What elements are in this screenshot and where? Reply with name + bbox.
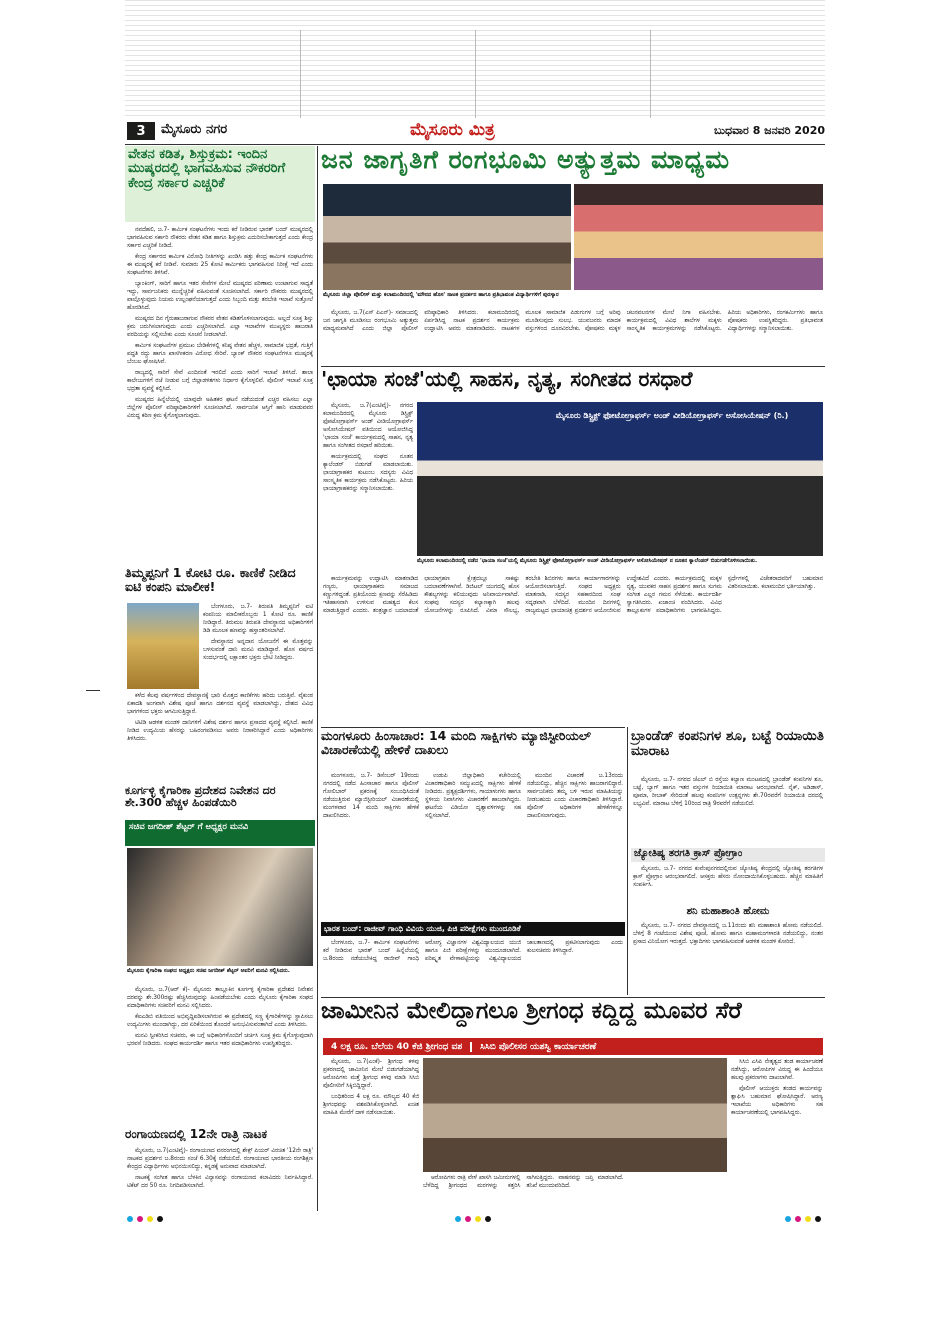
chhaya-story-head (321, 368, 825, 400)
coorg-caption: ಮೈಸೂರು ಕೈಗಾರಿಕಾ ಸಂಘದ ಅಧ್ಯಕ್ಷರು ಸಚಿವ ಜಗದೀಶ್ ಶೆಟ್ಟರ್ ಅವರಿಗೆ ಮನವಿ ಸಲ್ಲಿಸಿದರು. (127, 968, 290, 974)
rangayana-story-head (125, 1128, 315, 1144)
chhaya-caption: ಮೈಸೂರು ಕಲಾಮಂದಿರದಲ್ಲಿ ನಡೆದ 'ಛಾಯಾ ಸಂಜೆ'ಯಲ್ಲಿ ಮೈಸೂರು ಡಿಸ್ಟ್ರಿಕ್ಟ್ ಫೋಟೋಗ್ರಾಫರ್ಸ್ ಅಂಡ್ ವೀಡಿಯೋಗ್ರಾಫರ್ಸ್ ಅಸೋಸಿಯೇಷನ್ ನ ನೂತನ ಕ್ಯಾಲೆಂಡರ್ ಬಿಡುಗಡೆಗೊಳಿಸಲಾಯಿತು. (417, 558, 758, 564)
coorg-headline: ಕೂರ್ಗಳ್ಳಿ ಕೈಗಾರಿಕಾ ಪ್ರದೇಶದ ನಿವೇಶನ ದರ ಶೇ.300 ಹೆಚ್ಚಳ ಹಿಂಪಡೆಯಿರಿ (125, 784, 276, 810)
sandal-body-right: ಸಿಸಿಬಿ ಎಸಿಪಿ ನೇತೃತ್ವದ ತಂಡ ಕಾರ್ಯಾಚರಣೆ ನಡೆಸಿದ್ದು, ಆರೋಪಿಗಳ ವಿರುದ್ಧ ಈ ಹಿಂದೆಯೂ ಹಲವು ಪ್ರಕರಣಗಳು ದಾಖಲಾಗಿವೆ. ಪೊಲೀಸ್ ಆಯುಕ್ತರು ತಂಡದ ಕಾರ್ಯವನ್ನು ಶ್ಲಾಘಿಸಿ ಬಹುಮಾನ ಘೋಷಿಸಿದ್ದಾರೆ. ಅರಣ್ಯ ಇಲಾಖೆಯ ಅಧಿಕಾರಿಗಳು ಸಹ ಕಾರ್ಯಾಚರಣೆಯಲ್ಲಿ ಭಾಗವಹಿಸಿದ್ದರು. (731, 1059, 823, 1116)
astro-body: ಮೈಸೂರು, ಜ.7- ನಗರದ ಕುವೆಂಪುನಗರದಲ್ಲಿರುವ ಜ್ಯೋತಿಷ್ಯ ಕೇಂದ್ರದಲ್ಲಿ ಜ್ಯೋತಿಷ್ಯ ತರಗತಿಗಳ ಕ್ರಾಸ್ ಪ್ರೋಗ್ರಾಂ ಆರಂಭವಾಗಲಿದೆ. ಆಸಕ್ತರು ಹೆಸರು ನೋಂದಾಯಿಸಿಕೊಳ್ಳಬಹುದು. ಹೆಚ್ಚಿನ ಮಾಹಿತಿಗೆ ಸಂಪರ್ಕಿಸಿ. (633, 866, 823, 888)
mangaluru-body: ಮಂಗಳೂರು, ಜ.7- ಡಿಸೆಂಬರ್ 19ರಂದು ನಗರದಲ್ಲಿ ನಡೆದ ಹಿಂಸಾಚಾರ ಹಾಗೂ ಪೊಲೀಸ್ ಗೋಲಿಬಾರ್ ಪ್ರಕರಣಕ್ಕೆ ಸಂಬಂಧಿಸಿದಂತೆ ನಡೆಯುತ್ತಿರುವ ಮ್ಯಾಜಿಸ್ಟೀರಿಯಲ್ ವಿಚಾರಣೆಯಲ್ಲಿ ಮಂಗಳವಾರ 14 ಮಂದಿ ಸಾಕ್ಷಿಗಳು ಹೇಳಿಕೆ ದಾಖಲಿಸಿದರು. ಉಡುಪಿ ಜಿಲ್ಲಾಧಿಕಾರಿ ಕಚೇರಿಯಲ್ಲಿ ವಿಚಾರಣಾಧಿಕಾರಿ ಸಮ್ಮುಖದಲ್ಲಿ ಸಾಕ್ಷಿಗಳು ಹೇಳಿಕೆ ನೀಡಿದರು. ಪ್ರತ್ಯಕ್ಷದರ್ಶಿಗಳು, ಗಾಯಾಳುಗಳು ಹಾಗೂ ಸ್ಥಳೀಯ ನಿವಾಸಿಗಳು ವಿಚಾರಣೆಗೆ ಹಾಜರಾಗಿದ್ದರು. ಘಟನೆಯ ವಿಡಿಯೋ ದೃಶ್ಯಾವಳಿಗಳನ್ನು ಸಹ ಸಲ್ಲಿಸಲಾಗಿದೆ. ಮುಂದಿನ ವಿಚಾರಣೆ ಜ.13ರಂದು ನಡೆಯಲಿದ್ದು, ಹೆಚ್ಚಿನ ಸಾಕ್ಷಿಗಳು ಹಾಜರಾಗಲಿದ್ದಾರೆ. ಸಾರ್ವಜನಿಕರು ತಮ್ಮ ಬಳಿ ಇರುವ ಮಾಹಿತಿಯನ್ನು ನೀಡಬಹುದು ಎಂದು ವಿಚಾರಣಾಧಿಕಾರಿ ತಿಳಿಸಿದ್ದಾರೆ. ಪೊಲೀಸ್ ಅಧಿಕಾರಿಗಳ ಹೇಳಿಕೆಗಳನ್ನೂ ದಾಖಲಿಸಲಾಗುವುದು. (323, 773, 623, 819)
sandal-photo (423, 1058, 727, 1172)
chhaya-body-main: ಕಾರ್ಯಕ್ರಮವನ್ನು ಉದ್ಘಾಟಿಸಿ ಮಾತನಾಡಿದ ಗಣ್ಯರು, ಛಾಯಾಗ್ರಾಹಕರು ಸಮಾಜದ ಕಣ್ಣುಗಳಿದ್ದಂತೆ. ಪ್ರತಿಯೊಂದು ಕ್ಷಣವನ್ನು ಸೆರೆಹಿಡಿದು ಇತಿಹಾಸವಾಗಿ ಉಳಿಸುವ ಮಹತ್ವದ ಕೆಲಸ ಮಾಡುತ್ತಿದ್ದಾರೆ ಎಂದರು. ತಂತ್ರಜ್ಞಾನ ಬದಲಾದಂತೆ ಛಾಯಾಗ್ರಹಣ ಕ್ಷೇತ್ರದಲ್ಲೂ ಸಾಕಷ್ಟು ಬದಲಾವಣೆಗಳಾಗಿವೆ. ಡಿಜಿಟಲ್ ಯುಗದಲ್ಲಿ ಹೊಸ ಕೌಶಲ್ಯಗಳನ್ನು ಕಲಿಯುವುದು ಅನಿವಾರ್ಯವಾಗಿದೆ. ಸಂಘವು ಸದಸ್ಯರ ಕಲ್ಯಾಣಕ್ಕಾಗಿ ಹಲವು ಯೋಜನೆಗಳನ್ನು ರೂಪಿಸಿದೆ. ವಿಮಾ ಸೌಲಭ್ಯ, ತರಬೇತಿ ಶಿಬಿರಗಳು ಹಾಗೂ ಕಾರ್ಯಾಗಾರಗಳನ್ನು ಆಯೋಜಿಸಲಾಗುತ್ತಿದೆ. ಸಂಘದ ಅಧ್ಯಕ್ಷರು ಮಾತನಾಡಿ, ಸದಸ್ಯರ ಸಹಕಾರದಿಂದ ಸಂಘ ಸದೃಢವಾಗಿ ಬೆಳೆದಿದೆ. ಮುಂದಿನ ದಿನಗಳಲ್ಲಿ ರಾಜ್ಯಮಟ್ಟದ ಛಾಯಾಚಿತ್ರ ಪ್ರದರ್ಶನ ಆಯೋಜಿಸುವ ಉದ್ದೇಶವಿದೆ ಎಂದರು. ಕಾರ್ಯಕ್ರಮದಲ್ಲಿ ಮಕ್ಕಳ ನೃತ್ಯ, ಯುವಕರ ಸಾಹಸ ಪ್ರದರ್ಶನ ಹಾಗೂ ಸುಗಮ ಸಂಗೀತ ಎಲ್ಲರ ಗಮನ ಸೆಳೆಯಿತು. ಕಾರ್ಯದರ್ಶಿ ಸ್ವಾಗತಿಸಿದರು. ಖಜಾಂಚಿ ವಂದಿಸಿದರು. ವಿವಿಧ ತಾಲ್ಲೂಕುಗಳ ಪದಾಧಿಕಾರಿಗಳು ಭಾಗವಹಿಸಿದ್ದರು. ಸ್ಪರ್ಧೆಗಳಲ್ಲಿ ವಿಜೇತರಾದವರಿಗೆ ಬಹುಮಾನ ವಿತರಿಸಲಾಯಿತು. ಕಲಾಮಂದಿರ ಭರ್ತಿಯಾಗಿತ್ತು. (323, 576, 823, 614)
salary-body: ನವದೆಹಲಿ, ಜ.7- ಕಾರ್ಮಿಕ ಸಂಘಟನೆಗಳು ಇಂದು ಕರೆ ನೀಡಿರುವ ಭಾರತ್ ಬಂದ್ ಮುಷ್ಕರದಲ್ಲಿ ಭಾಗವಹಿಸುವ ಸರ್ಕಾರಿ ನೌಕರರು ವೇತನ ಕಡಿತ ಹಾಗೂ ಶಿಸ್ತುಕ್ರಮ ಎದುರಿಸಬೇಕಾಗುತ್ತದೆ ಎಂದು ಕೇಂದ್ರ ಸರ್ಕಾರ ಎಚ್ಚರಿಕೆ ನೀಡಿದೆ. ಕೇಂದ್ರ ಸರ್ಕಾರದ ಕಾರ್ಮಿಕ ವಿರೋಧಿ ನೀತಿಗಳನ್ನು ಖಂಡಿಸಿ ಹತ್ತು ಕೇಂದ್ರ ಕಾರ್ಮಿಕ ಸಂಘಟನೆಗಳು ಈ ಮುಷ್ಕರಕ್ಕೆ ಕರೆ ನೀಡಿವೆ. ಸುಮಾರು 25 ಕೋಟಿ ಕಾರ್ಮಿಕರು ಭಾಗವಹಿಸುವ ನಿರೀಕ್ಷೆ ಇದೆ ಎಂದು ಸಂಘಟನೆಗಳು ತಿಳಿಸಿವೆ. ಬ್ಯಾಂಕಿಂಗ್, ಸಾರಿಗೆ ಹಾಗೂ ಇತರ ಸೇವೆಗಳ ಮೇಲೆ ಮುಷ್ಕರದ ಪರಿಣಾಮ ಉಂಟಾಗುವ ಸಾಧ್ಯತೆ ಇದ್ದು, ಸಾರ್ವಜನಿಕರು ಮುನ್ನೆಚ್ಚರಿಕೆ ವಹಿಸುವಂತೆ ಸೂಚಿಸಲಾಗಿದೆ. ಸರ್ಕಾರಿ ನೌಕರರು ಮುಷ್ಕರದಲ್ಲಿ ಪಾಲ್ಗೊಳ್ಳುವುದು ನಿಯಮ ಉಲ್ಲಂಘನೆಯಾಗುತ್ತದೆ ಎಂದು ಸಿಬ್ಬಂದಿ ಮತ್ತು ತರಬೇತಿ ಇಲಾಖೆ ಸುತ್ತೋಲೆ ಹೊರಡಿಸಿದೆ. ಮುಷ್ಕರದ ದಿನ ಗೈರುಹಾಜರಾಗುವ ನೌಕರರ ವೇತನ ಕಡಿತಗೊಳಿಸಲಾಗುವುದು. ಅಲ್ಲದೆ ಸೂಕ್ತ ಶಿಸ್ತು ಕ್ರಮ ಜರುಗಿಸಲಾಗುವುದು ಎಂದು ಎಚ್ಚರಿಸಲಾಗಿದೆ. ಎಲ್ಲಾ ಇಲಾಖೆಗಳ ಮುಖ್ಯಸ್ಥರು ಹಾಜರಾತಿ ವರದಿಯನ್ನು ಸಲ್ಲಿಸಬೇಕು ಎಂದು ಸೂಚನೆ ನೀಡಲಾಗಿದೆ. ಕಾರ್ಮಿಕ ಸಂಘಟನೆಗಳ ಪ್ರಮುಖ ಬೇಡಿಕೆಗಳಲ್ಲಿ ಕನಿಷ್ಠ ವೇತನ ಹೆಚ್ಚಳ, ಸಾಮಾಜಿಕ ಭದ್ರತೆ, ಗುತ್ತಿಗೆ ಪದ್ಧತಿ ರದ್ದು ಹಾಗೂ ಖಾಸಗೀಕರಣ ವಿರೋಧ ಸೇರಿವೆ. ಬ್ಯಾಂಕ್ ನೌಕರರ ಸಂಘಟನೆಗಳೂ ಮುಷ್ಕರಕ್ಕೆ ಬೆಂಬಲ ಘೋಷಿಸಿವೆ. ರಾಜ್ಯದಲ್ಲಿ ಸಾರಿಗೆ ಸೇವೆ ಎಂದಿನಂತೆ ಇರಲಿದೆ ಎಂದು ಸಾರಿಗೆ ಇಲಾಖೆ ತಿಳಿಸಿದೆ. ಶಾಲಾ ಕಾಲೇಜುಗಳಿಗೆ ರಜೆ ನೀಡುವ ಬಗ್ಗೆ ಜಿಲ್ಲಾಡಳಿತಗಳು ನಿರ್ಧಾರ ಕೈಗೊಳ್ಳಲಿವೆ. ಪೊಲೀಸ್ ಇಲಾಖೆ ಸೂಕ್ತ ಭದ್ರತಾ ವ್ಯವಸ್ಥೆ ಕಲ್ಪಿಸಿದೆ. ಮುಷ್ಕರದ ಹಿನ್ನೆಲೆಯಲ್ಲಿ ಯಾವುದೇ ಅಹಿತಕರ ಘಟನೆ ನಡೆಯದಂತೆ ಎಚ್ಚರ ವಹಿಸಲು ಎಲ್ಲಾ ಜಿಲ್ಲೆಗಳ ಪೊಲೀಸ್ ವರಿಷ್ಠಾಧಿಕಾರಿಗಳಿಗೆ ಸೂಚಿಸಲಾಗಿದೆ. ಸಾರ್ವಜನಿಕ ಆಸ್ತಿಗೆ ಹಾನಿ ಮಾಡುವವರ ವಿರುದ್ಧ ಕಠಿಣ ಕ್ರಮ ಕೈಗೊಳ್ಳಲಾಗುವುದು. (127, 227, 313, 419)
registration-dots-right (785, 1216, 821, 1222)
bandh-headline: ಭಾರತ ಬಂದ್: ರಾಜೀವ್ ಗಾಂಧಿ ವಿವಿಯ ಯುಜಿ, ಪಿಜಿ ಪರೀಕ್ಷೆಗಳು ಮುಂದೂಡಿಕೆ (321, 922, 625, 936)
sandal-story-head (321, 999, 825, 1035)
newspaper-page (125, 0, 825, 1337)
sandal-headline: ಜಾಮೀನಿನ ಮೇಲಿದ್ದಾಗಲೂ ಶ್ರೀಗಂಧ ಕದ್ದಿದ್ದ ಮೂವರ ಸೆರೆ (321, 998, 742, 1024)
chhaya-banner: ಮೈಸೂರು ಡಿಸ್ಟ್ರಿಕ್ಟ್ ಫೋಟೋಗ್ರಾಫರ್ಸ್ ಅಂಡ್ ವೀಡಿಯೋಗ್ರಾಫರ್ಸ್ ಅಸೋಸಿಯೇಷನ್ (ರಿ.) (555, 411, 789, 420)
tirupati-headline: ತಿಮ್ಮಪ್ಪನಿಗೆ 1 ಕೋಟಿ ರೂ. ಕಾಣಿಕೆ ನೀಡಿದ ಐಟಿ ಕಂಪನಿ ಮಾಲೀಕ! (125, 565, 296, 594)
rangayana-headline: ರಂಗಾಯಣದಲ್ಲಿ 12ನೇ ರಾತ್ರಿ ನಾಟಕ (125, 1127, 268, 1141)
page-number: 3 (127, 122, 155, 140)
page-date: ಬುಧವಾರ 8 ಜನವರಿ 2020 (714, 124, 825, 137)
sandal-body-mid: ಆರೋಪಿಗಳು ರಾತ್ರಿ ವೇಳೆ ಖಾಸಗಿ ಜಮೀನುಗಳಲ್ಲಿ ಬೆಳೆದಿದ್ದ ಶ್ರೀಗಂಧದ ಮರಗಳನ್ನು ಕತ್ತರಿಸಿ ಸಾಗಿಸುತ್ತಿದ್ದರು. ವಾಹನವನ್ನು ಜಪ್ತಿ ಮಾಡಲಾಗಿದೆ. ತನಿಖೆ ಮುಂದುವರಿದಿದೆ. (423, 1175, 624, 1189)
column-rule-left (317, 146, 318, 1211)
sandal-subband (323, 1038, 823, 1055)
sandal-sub1: 4 ಲಕ್ಷ ರೂ. ಬೆಲೆಯ 40 ಕೆಜಿ ಶ್ರೀಗಂಧ ವಶ (331, 1041, 463, 1052)
salary-story-box (125, 146, 315, 222)
tirupati-body-a: ಬೆಂಗಳೂರು, ಜ.7- ತಿರುಪತಿ ತಿಮ್ಮಪ್ಪನಿಗೆ ಐಟಿ ಕಂಪನಿಯ ಮಾಲೀಕರೊಬ್ಬರು 1 ಕೋಟಿ ರೂ. ಕಾಣಿಕೆ ನೀಡಿದ್ದಾರೆ. ತಿರುಮಲ ತಿರುಪತಿ ದೇವಸ್ಥಾನದ ಅಧಿಕಾರಿಗಳಿಗೆ ಡಿಡಿ ಮೂಲಕ ಹಣವನ್ನು ಹಸ್ತಾಂತರಿಸಲಾಗಿದೆ. ದೇವಸ್ಥಾನದ ಅನ್ನದಾನ ಯೋಜನೆಗೆ ಈ ಮೊತ್ತವನ್ನು ಬಳಸುವಂತೆ ದಾನಿ ಮನವಿ ಮಾಡಿದ್ದಾರೆ. ಹೊಸ ವರ್ಷದ ಸಂದರ್ಭದಲ್ಲಿ ಲಕ್ಷಾಂತರ ಭಕ್ತರು ಭೇಟಿ ನೀಡಿದ್ದರು. (203, 604, 313, 661)
theatre-story-head (321, 146, 825, 182)
bandh-body: ಬೆಂಗಳೂರು, ಜ.7- ಕಾರ್ಮಿಕ ಸಂಘಟನೆಗಳು ಕರೆ ನೀಡಿರುವ ಭಾರತ್ ಬಂದ್ ಹಿನ್ನೆಲೆಯಲ್ಲಿ ಜ.8ರಂದು ನಡೆಯಬೇಕಿದ್ದ ರಾಜೀವ್ ಗಾಂಧಿ ಆರೋಗ್ಯ ವಿಜ್ಞಾನಗಳ ವಿಶ್ವವಿದ್ಯಾಲಯದ ಯುಜಿ ಹಾಗೂ ಪಿಜಿ ಪರೀಕ್ಷೆಗಳನ್ನು ಮುಂದೂಡಲಾಗಿದೆ. ಪರಿಷ್ಕೃತ ವೇಳಾಪಟ್ಟಿಯನ್ನು ವಿಶ್ವವಿದ್ಯಾಲಯದ ಜಾಲತಾಣದಲ್ಲಿ ಪ್ರಕಟಿಸಲಾಗುವುದು ಎಂದು ಕುಲಸಚಿವರು ತಿಳಿಸಿದ್ದಾರೆ. (323, 940, 623, 962)
sandal-sub2: ಸಿಸಿಬಿ ಪೊಲೀಸರ ಯಶಸ್ವಿ ಕಾರ್ಯಾಚರಣೆ (470, 1042, 604, 1052)
shani-headline: ಶನಿ ಮಹಾಶಾಂತಿ ಹೋಮ (686, 906, 770, 917)
fold-mark (86, 690, 100, 691)
previous-page-strip (125, 0, 825, 118)
coorg-subhead: ಸಚಿವ ಜಗದೀಶ್ ಶೆಟ್ಟರ್ ಗೆ ಅಧ್ಯಕ್ಷರ ಮನವಿ (125, 820, 315, 846)
theatre-caption: ಮೈಸೂರು ಜಿಲ್ಲಾ ಪೊಲೀಸ್ ಮತ್ತು ಕಲಾಮಂದಿರದಲ್ಲಿ 'ಮೌನದ ಹೊಸ' ನಾಟಕ ಪ್ರದರ್ಶನ ಹಾಗೂ ಪ್ರತಿಭಾವಂತ ವಿದ್ಯಾರ್ಥಿಗಳಿಗೆ ಪುರಸ್ಕಾರ (323, 292, 559, 298)
coorg-body: ಮೈಸೂರು, ಜ.7(ಆರ್ ಕೆ)- ಮೈಸೂರು ತಾಲ್ಲೂಕಿನ ಕೂರ್ಗಳ್ಳಿ ಕೈಗಾರಿಕಾ ಪ್ರದೇಶದ ನಿವೇಶನ ದರವನ್ನು ಶೇ.300ರಷ್ಟು ಹೆಚ್ಚಿಸಿರುವುದನ್ನು ಹಿಂಪಡೆಯಬೇಕು ಎಂದು ಮೈಸೂರು ಕೈಗಾರಿಕಾ ಸಂಘದ ಪದಾಧಿಕಾರಿಗಳು ಸಚಿವರಿಗೆ ಮನವಿ ಸಲ್ಲಿಸಿದರು. ಕೆಐಎಡಿಬಿ ವತಿಯಿಂದ ಅಭಿವೃದ್ಧಿಪಡಿಸಲಾಗಿರುವ ಈ ಪ್ರದೇಶದಲ್ಲಿ ಸಣ್ಣ ಕೈಗಾರಿಕೆಗಳನ್ನು ಸ್ಥಾಪಿಸಲು ಉದ್ಯಮಿಗಳು ಮುಂದಾಗಿದ್ದು, ದರ ಏರಿಕೆಯಿಂದ ತೊಂದರೆ ಅನುಭವಿಸುವಂತಾಗಿದೆ ಎಂದು ತಿಳಿಸಿದರು. ಮನವಿ ಸ್ವೀಕರಿಸಿದ ಸಚಿವರು, ಈ ಬಗ್ಗೆ ಅಧಿಕಾರಿಗಳೊಂದಿಗೆ ಚರ್ಚಿಸಿ ಸೂಕ್ತ ಕ್ರಮ ಕೈಗೊಳ್ಳುವುದಾಗಿ ಭರವಸೆ ನೀಡಿದರು. ಸಂಘದ ಕಾರ್ಯದರ್ಶಿ ಹಾಗೂ ಇತರ ಪದಾಧಿಕಾರಿಗಳು ಉಪಸ್ಥಿತರಿದ್ದರು. (127, 987, 313, 1047)
chhaya-body-left: ಮೈಸೂರು, ಜ.7(ಎಂಟಿವೈ)- ನಗರದ ಕಲಾಮಂದಿರದಲ್ಲಿ ಮೈಸೂರು ಡಿಸ್ಟ್ರಿಕ್ಟ್ ಫೋಟೋಗ್ರಾಫರ್ಸ್ ಅಂಡ್ ವೀಡಿಯೋಗ್ರಾಫರ್ಸ್ ಅಸೋಸಿಯೇಷನ್ ವತಿಯಿಂದ ಆಯೋಜಿಸಿದ್ದ 'ಛಾಯಾ ಸಂಜೆ' ಕಾರ್ಯಕ್ರಮದಲ್ಲಿ ಸಾಹಸ, ನೃತ್ಯ ಹಾಗೂ ಸಂಗೀತದ ರಸಧಾರೆ ಹರಿಯಿತು. ಕಾರ್ಯಕ್ರಮದಲ್ಲಿ ಸಂಘದ ನೂತನ ಕ್ಯಾಲೆಂಡರ್ ಬಿಡುಗಡೆ ಮಾಡಲಾಯಿತು. ಛಾಯಾಗ್ರಾಹಕರ ಕುಟುಂಬ ಸದಸ್ಯರು ವಿವಿಧ ಸಾಂಸ್ಕೃತಿಕ ಕಾರ್ಯಕ್ರಮ ನಡೆಸಿಕೊಟ್ಟರು. ಹಿರಿಯ ಛಾಯಾಗ್ರಾಹಕರನ್ನು ಸನ್ಮಾನಿಸಲಾಯಿತು. (323, 403, 413, 492)
registration-dots-center (455, 1216, 491, 1222)
theatre-photo-stage (323, 184, 571, 290)
registration-dots-left (127, 1216, 163, 1222)
rangayana-body: ಮೈಸೂರು, ಜ.7(ಎಂಟಿವೈ)- ರಂಗಾಯಣದ ವನರಂಗದಲ್ಲಿ ಶೇಕ್ಸ್ ಪಿಯರ್ ವಿರಚಿತ '12ನೇ ರಾತ್ರಿ' ನಾಟಕದ ಪ್ರದರ್ಶನ ಜ.8ರಂದು ಸಂಜೆ 6.30ಕ್ಕೆ ನಡೆಯಲಿದೆ. ರಂಗಾಯಣದ ಭಾರತೀಯ ರಂಗಶಿಕ್ಷಣ ಕೇಂದ್ರದ ವಿದ್ಯಾರ್ಥಿಗಳು ಅಭಿನಯಿಸಲಿದ್ದು, ಕನ್ನಡಕ್ಕೆ ಅನುವಾದ ಮಾಡಲಾಗಿದೆ. ನಾಟಕಕ್ಕೆ ಸಂಗೀತ ಹಾಗೂ ಬೆಳಕಿನ ವಿನ್ಯಾಸವನ್ನು ರಂಗಾಯಣದ ಕಲಾವಿದರು ನಿರ್ವಹಿಸಿದ್ದಾರೆ. ಟಿಕೆಟ್ ದರ 50 ರೂ. ನಿಗದಿಪಡಿಸಲಾಗಿದೆ. (127, 1148, 313, 1189)
tirupati-body-b: ಕಳೆದ ಕೆಲವು ವರ್ಷಗಳಿಂದ ದೇವಸ್ಥಾನಕ್ಕೆ ಭಾರಿ ಮೊತ್ತದ ಕಾಣಿಕೆಗಳು ಹರಿದು ಬರುತ್ತಿವೆ. ವೈಕುಂಠ ಏಕಾದಶಿ ಅಂಗವಾಗಿ ವಿಶೇಷ ಪೂಜೆ ಹಾಗೂ ದರ್ಶನದ ವ್ಯವಸ್ಥೆ ಮಾಡಲಾಗಿದ್ದು, ದೇಶದ ವಿವಿಧ ಭಾಗಗಳಿಂದ ಭಕ್ತರು ಆಗಮಿಸುತ್ತಿದ್ದಾರೆ. ಟಿಟಿಡಿ ಆಡಳಿತ ಮಂಡಳಿ ದಾನಿಗಳಿಗೆ ವಿಶೇಷ ದರ್ಶನ ಹಾಗೂ ಪ್ರಸಾದದ ವ್ಯವಸ್ಥೆ ಕಲ್ಪಿಸಿದೆ. ಕಾಣಿಕೆ ನೀಡಿದ ಉದ್ಯಮಿಯ ಹೆಸರನ್ನು ಬಹಿರಂಗಪಡಿಸಲು ಅವರು ನಿರಾಕರಿಸಿದ್ದಾರೆ ಎಂದು ಅಧಿಕಾರಿಗಳು ತಿಳಿಸಿದರು. (127, 693, 313, 742)
page-header (125, 118, 825, 144)
coorg-photo (127, 848, 313, 966)
shani-body: ಮೈಸೂರು, ಜ.7- ನಗರದ ದೇವಸ್ಥಾನದಲ್ಲಿ ಜ.11ರಂದು ಶನಿ ಮಹಾಶಾಂತಿ ಹೋಮ ನಡೆಯಲಿದೆ. ಬೆಳಿಗ್ಗೆ 8 ಗಂಟೆಯಿಂದ ವಿಶೇಷ ಪೂಜೆ, ಹೋಮ ಹಾಗೂ ಮಹಾಮಂಗಳಾರತಿ ನಡೆಯಲಿದ್ದು, ನಂತರ ಪ್ರಸಾದ ವಿನಿಯೋಗ ಇರುತ್ತದೆ. ಭಕ್ತಾದಿಗಳು ಭಾಗವಹಿಸುವಂತೆ ಆಡಳಿತ ಮಂಡಳಿ ಕೋರಿದೆ. (633, 923, 823, 945)
brand-body: ಮೈಸೂರು, ಜ.7- ನಗರದ ಜೆಎಲ್ ಬಿ ರಸ್ತೆಯ ಕಲ್ಯಾಣ ಮಂಟಪದಲ್ಲಿ ಬ್ರಾಂಡೆಡ್ ಕಂಪನಿಗಳ ಶೂ, ಬಟ್ಟೆ, ಬ್ಯಾಗ್ ಹಾಗೂ ಇತರ ವಸ್ತುಗಳ ರಿಯಾಯಿತಿ ಮಾರಾಟ ಆರಂಭವಾಗಿದೆ. ನೈಕ್, ಅಡಿಡಾಸ್, ಪೂಮಾ, ರೀಬಾಕ್ ಸೇರಿದಂತೆ ಹಲವು ಕಂಪನಿಗಳ ಉತ್ಪನ್ನಗಳು ಶೇ.70ರವರೆಗೆ ರಿಯಾಯಿತಿ ದರದಲ್ಲಿ ಲಭ್ಯವಿವೆ. ಮಾರಾಟ ಬೆಳಿಗ್ಗೆ 10ರಿಂದ ರಾತ್ರಿ 9ರವರೆಗೆ ನಡೆಯಲಿದೆ. (633, 777, 823, 807)
temple-photo (127, 603, 199, 689)
coorg-story-head (125, 785, 315, 819)
theatre-headline: ಜನ ಜಾಗೃತಿಗೆ ರಂಗಭೂಮಿ ಅತ್ಯುತ್ತಮ ಮಾಧ್ಯಮ (321, 145, 730, 174)
astro-story-head (631, 848, 825, 862)
chhaya-headline: 'ಛಾಯಾ ಸಂಜೆ'ಯಲ್ಲಿ ಸಾಹಸ, ನೃತ್ಯ, ಸಂಗೀತದ ರಸಧಾರೆ (321, 367, 693, 391)
salary-headline: ವೇತನ ಕಡಿತ, ಶಿಸ್ತುಕ್ರಮ: ಇಂದಿನ ಮುಷ್ಕರದಲ್ಲಿ ಭಾಗವಹಿಸುವ ನೌಕರರಿಗೆ ಕೇಂದ್ರ ಸರ್ಕಾರ ಎಚ್ಚರಿಕೆ (128, 147, 286, 191)
chhaya-photo (417, 402, 823, 556)
column-rule-right (627, 727, 628, 995)
brand-story-head (631, 729, 825, 773)
shani-story-head (631, 906, 825, 920)
theatre-body: ಮೈಸೂರು, ಜ.7(ಎಸ್ ಪಿಎನ್)- ಸಮಾಜದಲ್ಲಿ ಜನ ಜಾಗೃತಿ ಮೂಡಿಸಲು ರಂಗಭೂಮಿ ಅತ್ಯುತ್ತಮ ಮಾಧ್ಯಮವಾಗಿದೆ ಎಂದು ಜಿಲ್ಲಾ ಪೊಲೀಸ್ ವರಿಷ್ಠಾಧಿಕಾರಿ ತಿಳಿಸಿದರು. ಕಲಾಮಂದಿರದಲ್ಲಿ ಏರ್ಪಡಿಸಿದ್ದ ನಾಟಕ ಪ್ರದರ್ಶನ ಕಾರ್ಯಕ್ರಮ ಉದ್ಘಾಟಿಸಿ ಅವರು ಮಾತನಾಡಿದರು. ನಾಟಕಗಳ ಮೂಲಕ ಸಾಮಾಜಿಕ ಪಿಡುಗುಗಳ ಬಗ್ಗೆ ಅರಿವು ಮೂಡಿಸುವುದು ಸುಲಭ. ಯುವಜನರು ಮಾದಕ ವಸ್ತುಗಳಿಂದ ದೂರವಿರಬೇಕು. ಪೋಷಕರು ಮಕ್ಕಳ ಚಲನವಲನಗಳ ಮೇಲೆ ನಿಗಾ ವಹಿಸಬೇಕು. ಕಾರ್ಯಕ್ರಮದಲ್ಲಿ ವಿವಿಧ ಶಾಲೆಗಳ ಮಕ್ಕಳು ಸಾಂಸ್ಕೃತಿಕ ಕಾರ್ಯಕ್ರಮಗಳನ್ನು ನಡೆಸಿಕೊಟ್ಟರು. ಹಿರಿಯ ಅಧಿಕಾರಿಗಳು, ರಂಗಕರ್ಮಿಗಳು ಹಾಗೂ ಪೋಷಕರು ಉಪಸ್ಥಿತರಿದ್ದರು. ಪ್ರತಿಭಾವಂತ ವಿದ್ಯಾರ್ಥಿಗಳನ್ನು ಸನ್ಮಾನಿಸಲಾಯಿತು. (323, 310, 823, 332)
theatre-photo-children (574, 184, 823, 290)
sandal-body-left: ಮೈಸೂರು, ಜ.7(ಎಂಕೆ)- ಶ್ರೀಗಂಧ ಕಳವು ಪ್ರಕರಣದಲ್ಲಿ ಜಾಮೀನಿನ ಮೇಲೆ ಬಿಡುಗಡೆಯಾಗಿದ್ದ ಆರೋಪಿಗಳು ಮತ್ತೆ ಶ್ರೀಗಂಧ ಕಳವು ಮಾಡಿ ಸಿಸಿಬಿ ಪೊಲೀಸರಿಗೆ ಸಿಕ್ಕಿಬಿದ್ದಿದ್ದಾರೆ. ಬಂಧಿತರಿಂದ 4 ಲಕ್ಷ ರೂ. ಮೌಲ್ಯದ 40 ಕೆಜಿ ಶ್ರೀಗಂಧವನ್ನು ವಶಪಡಿಸಿಕೊಳ್ಳಲಾಗಿದೆ. ಖಚಿತ ಮಾಹಿತಿ ಮೇರೆಗೆ ದಾಳಿ ನಡೆಸಲಾಯಿತು. (323, 1059, 419, 1116)
mangaluru-story-head (321, 729, 625, 769)
brand-headline: ಬ್ರಾಂಡೆಡ್ ಕಂಪನಿಗಳ ಶೂ, ಬಟ್ಟೆ ರಿಯಾಯಿತಿ ಮಾರಾಟ (631, 728, 824, 759)
astro-headline: ಜ್ಯೋತಿಷ್ಯ ತರಗತಿ ಕ್ರಾಸ್ ಪ್ರೋಗ್ರಾಂ (634, 848, 743, 859)
tirupati-story-head (125, 566, 315, 600)
section-title: ಮೈಸೂರು ನಗರ (161, 122, 228, 137)
mangaluru-headline: ಮಂಗಳೂರು ಹಿಂಸಾಚಾರ: 14 ಮಂದಿ ಸಾಕ್ಷಿಗಳು ಮ್ಯಾಜಿಸ್ಟೀರಿಯಲ್ ವಿಚಾರಣೆಯಲ್ಲಿ ಹೇಳಿಕೆ ದಾಖಲು (321, 728, 591, 757)
masthead: ಮೈಸೂರು ಮಿತ್ರ (410, 120, 495, 140)
